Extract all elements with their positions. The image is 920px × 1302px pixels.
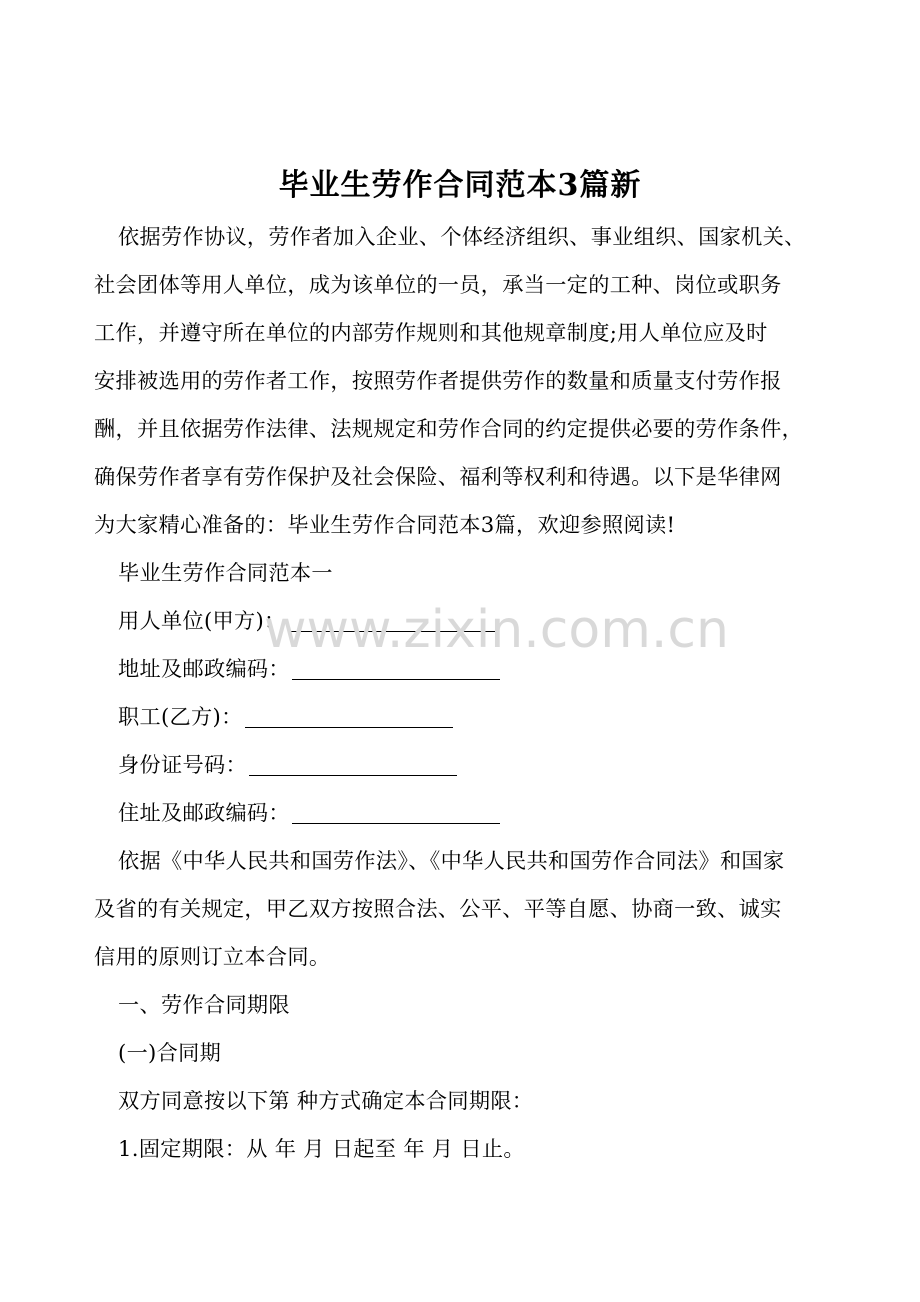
field-employer-address-label: 地址及邮政编码： <box>118 656 290 681</box>
intro-line-6: 确保劳作者享有劳作保护及社会保险、福利等权利和待遇。以下是华律网 <box>94 464 782 489</box>
field-employee-address-label: 住址及邮政编码： <box>118 800 290 825</box>
intro-line-4: 安排被选用的劳作者工作，按照劳作者提供劳作的数量和质量支付劳作报 <box>94 368 782 393</box>
intro-line-2: 社会团体等用人单位，成为该单位的一员，承当一定的工种、岗位或职务 <box>94 272 782 297</box>
field-employee-address <box>94 789 844 837</box>
field-employee <box>94 693 844 741</box>
clause-1-item-1: 1.固定期限：从 年 月 日起至 年 月 日止。 <box>118 1136 525 1161</box>
field-employee-address-blank <box>292 795 500 824</box>
field-employer-address <box>94 645 844 693</box>
field-employer-label: 用人单位(甲方)： <box>118 608 286 633</box>
clause-1-text: 双方同意按以下第 种方式确定本合同期限： <box>118 1088 534 1113</box>
field-employee-blank <box>245 699 453 728</box>
intro-line-5: 酬，并且依据劳作法律、法规规定和劳作合同的约定提供必要的劳作条件， <box>94 416 804 441</box>
basis-line-3: 信用的原则订立本合同。 <box>94 944 331 969</box>
intro-line-3: 工作，并遵守所在单位的内部劳作规则和其他规章制度;用人单位应及时 <box>94 320 768 345</box>
document-body <box>94 213 844 1173</box>
intro-line-1: 依据劳作协议，劳作者加入企业、个体经济组织、事业组织、国家机关、 <box>118 224 806 249</box>
watermark: www.zixin.com.cn <box>264 600 729 660</box>
section-heading: 毕业生劳作合同范本一 <box>118 560 333 585</box>
field-employer-address-blank <box>292 651 500 680</box>
basis-line-2: 及省的有关规定，甲乙双方按照合法、公平、平等自愿、协商一致、诚实 <box>94 896 782 921</box>
intro-line-7: 为大家精心准备的：毕业生劳作合同范本3篇，欢迎参照阅读! <box>94 512 676 537</box>
field-id-number-blank <box>249 747 457 776</box>
field-employer-blank <box>288 603 496 632</box>
field-employee-label: 职工(乙方)： <box>118 704 243 729</box>
field-employer <box>94 597 844 645</box>
field-id-number <box>94 741 844 789</box>
basis-line-1: 依据《中华人民共和国劳作法》、《中华人民共和国劳作合同法》和国家 <box>118 848 785 873</box>
document-title: 毕业生劳作合同范本3篇新 <box>278 168 642 203</box>
clause-1-sub: (一)合同期 <box>118 1040 222 1065</box>
clause-1-heading: 一、劳作合同期限 <box>118 992 290 1017</box>
field-id-number-label: 身份证号码： <box>118 752 247 777</box>
